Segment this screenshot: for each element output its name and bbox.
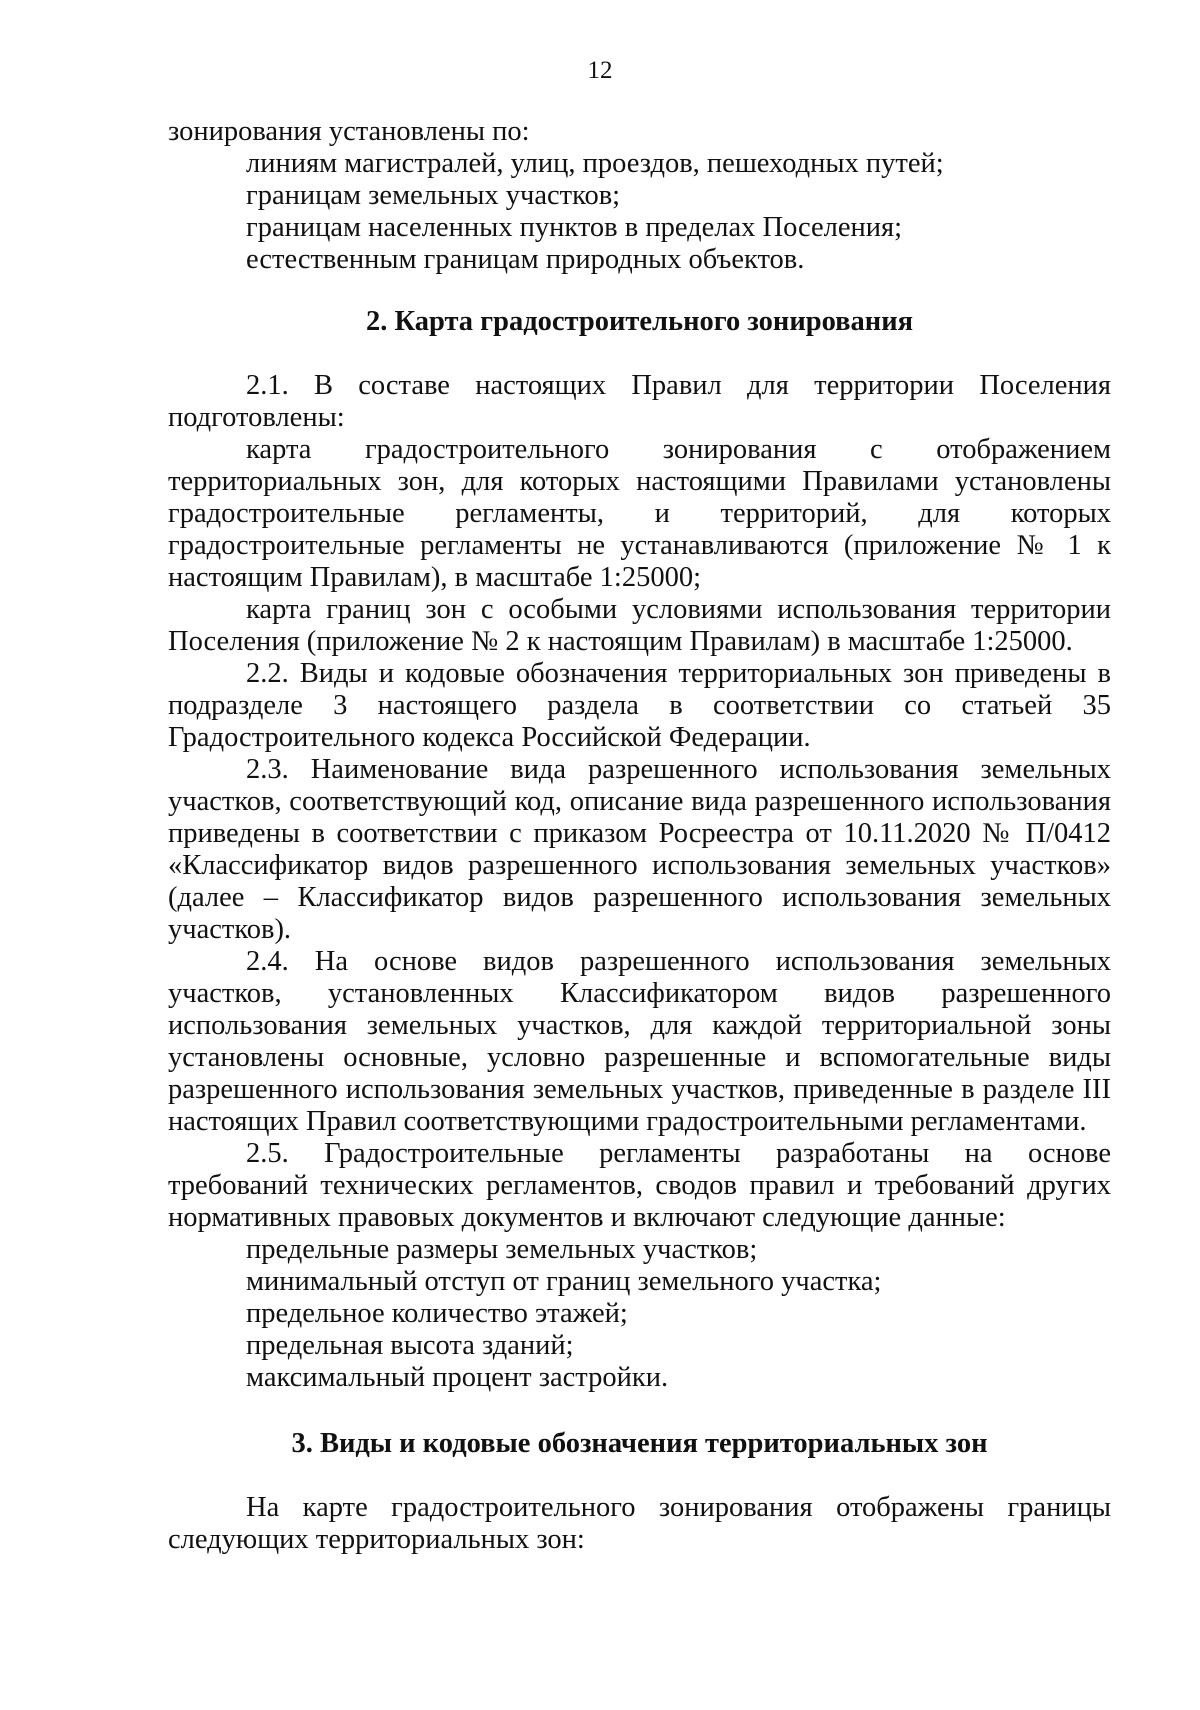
paragraph-2-1: 2.1. В составе настоящих Правил для территории Поселения подготовлены:	[168, 370, 1111, 433]
regulation-item-5: максимальный процент застройки.	[246, 1362, 669, 1393]
paragraph-2-1-map-zoning: карта градостроительного зонирования с отображением территориальных зон, для которых настоящими Правилами установлены градостроительные регламенты, и территорий, для которых градостроительные регламенты не устанавливаются (приложение № 1 к настоящим Правилам), в масштабе 1:25000;	[168, 434, 1111, 593]
paragraph-2-4: 2.4. На основе видов разрешенного использования земельных участков, установленных Классификатором видов разрешенного использования земельных участков, для каждой территориальной зоны установлены основные, условно разрешенные и вспомогательные виды разрешенного использования земельных участков, приведенные в разделе III настоящих Правил соответствующими градостроительными регламентами.	[168, 946, 1111, 1137]
intro-item-1: линиям магистралей, улиц, проездов, пешеходных путей;	[246, 148, 944, 179]
regulation-item-4: предельная высота зданий;	[246, 1330, 574, 1361]
paragraph-2-5: 2.5. Градостроительные регламенты разработаны на основе требований технических регламентов, сводов правил и требований других нормативных правовых документов и включают следующие данные:	[168, 1138, 1111, 1233]
regulation-item-3: предельное количество этажей;	[246, 1298, 628, 1329]
intro-item-3: границам населенных пунктов в пределах Поселения;	[246, 212, 903, 243]
page-number: 12	[587, 57, 613, 84]
paragraph-2-1-map-zones: карта границ зон с особыми условиями использования территории Поселения (приложение № 2 к настоящим Правилам) в масштабе 1:25000.	[168, 594, 1111, 657]
intro-lead: зонирования установлены по:	[168, 116, 530, 147]
regulation-item-1: предельные размеры земельных участков;	[246, 1234, 758, 1265]
document-body	[168, 116, 1111, 1556]
intro-item-4: естественным границам природных объектов.	[246, 244, 805, 275]
intro-item-2: границам земельных участков;	[246, 180, 621, 211]
paragraph-3-intro: На карте градостроительного зонирования отображены границы следующих территориальных зон:	[168, 1492, 1111, 1555]
section-2-heading: 2. Карта градостроительного зонирования	[365, 306, 914, 337]
regulation-item-2: минимальный отступ от границ земельного участка;	[246, 1266, 882, 1297]
paragraph-2-2: 2.2. Виды и кодовые обозначения территориальных зон приведены в подразделе 3 настоящего раздела в соответствии со статьей 35 Градостроительного кодекса Российской Федерации.	[168, 658, 1111, 753]
paragraph-2-3: 2.3. Наименование вида разрешенного использования земельных участков, соответствующий код, описание вида разрешенного использования приведены в соответствии с приказом Росреестра от 10.11.2020 № П/0412 «Классификатор видов разрешенного использования земельных участков» (далее – Классификатор видов разрешенного использования земельных участков).	[168, 754, 1111, 945]
section-3-heading: 3. Виды и кодовые обозначения территориальных зон	[291, 1428, 988, 1459]
